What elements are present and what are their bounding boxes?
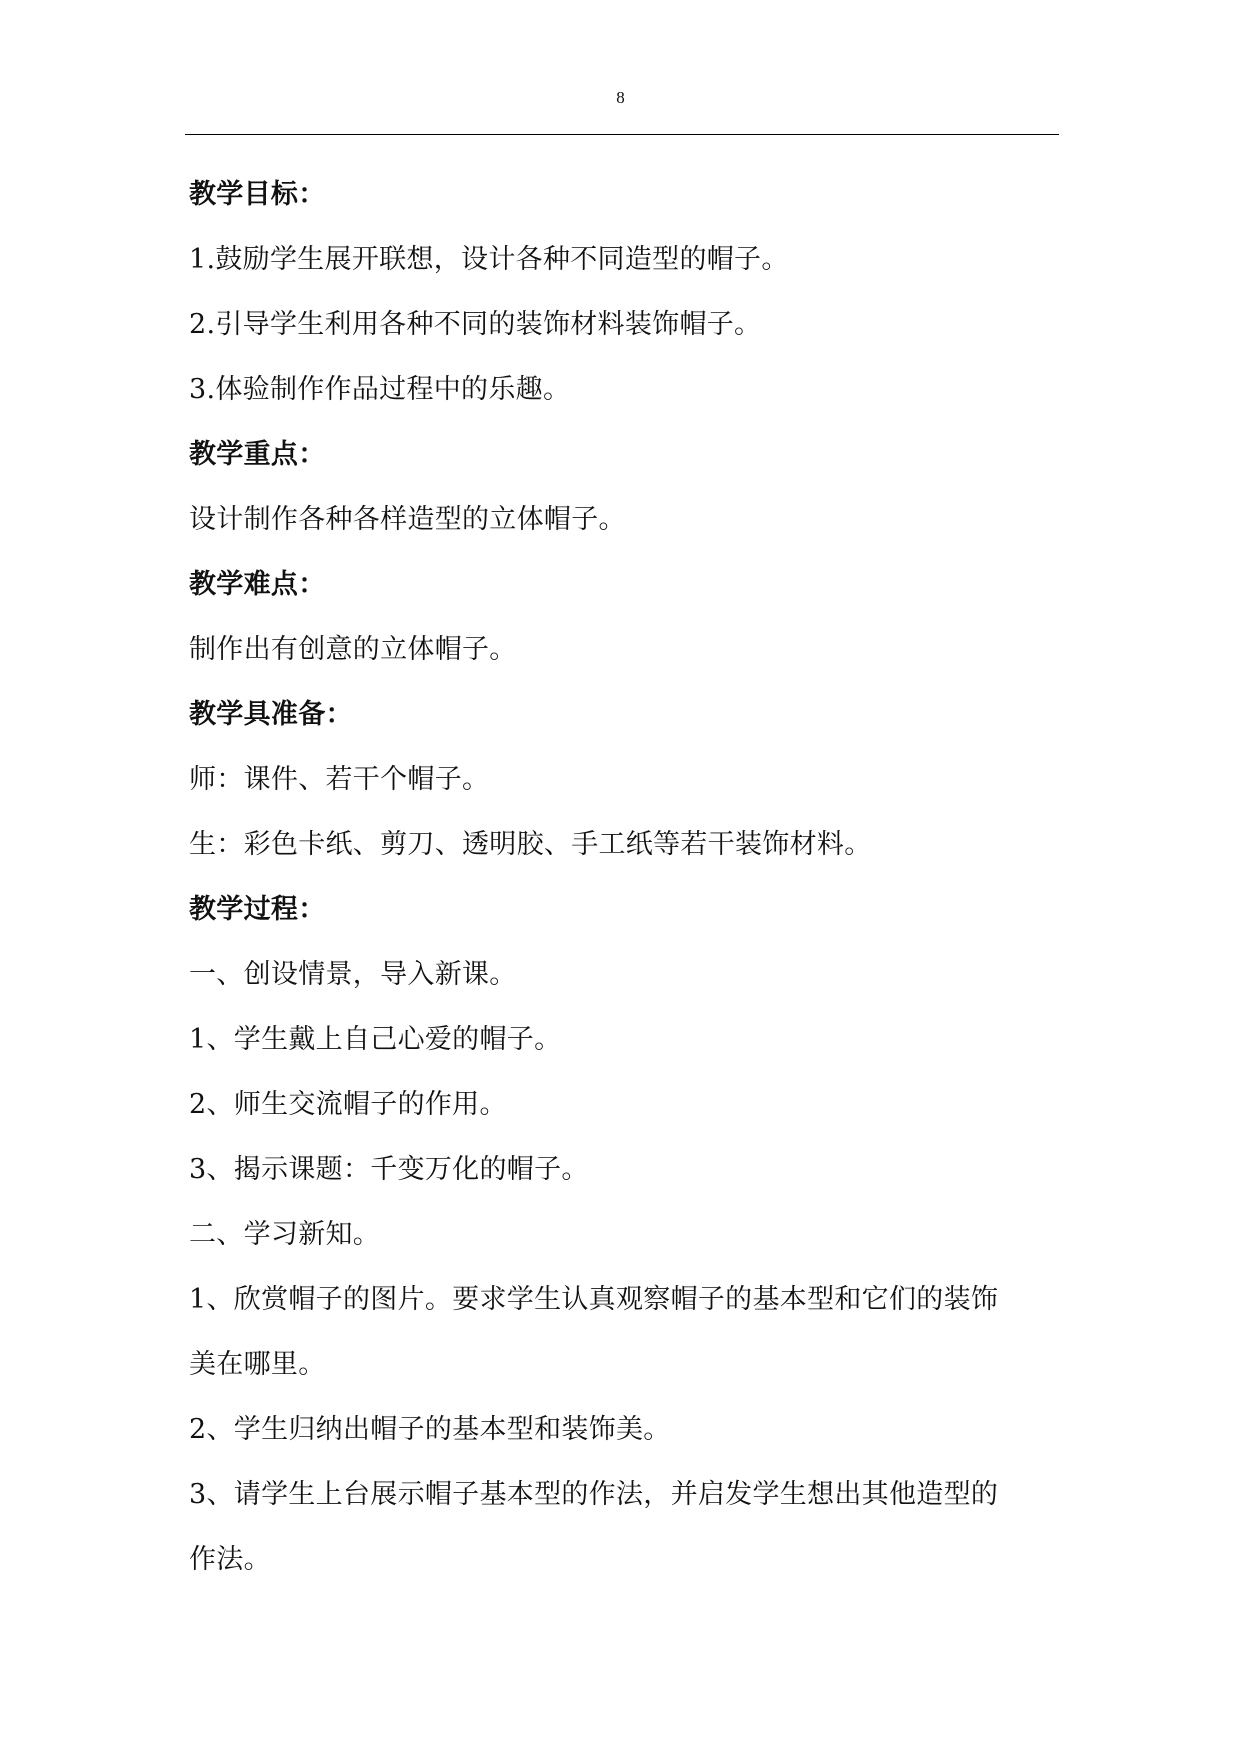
objective-item-3: 3.体验制作作品过程中的乐趣。 bbox=[189, 374, 571, 405]
process-section-2-step-1-cont: 美在哪里。 bbox=[189, 1349, 326, 1380]
heading-teaching-objectives: 教学目标： bbox=[189, 179, 326, 210]
document-body bbox=[189, 162, 1059, 1592]
header-divider bbox=[185, 134, 1059, 135]
process-section-2-step-3-cont: 作法。 bbox=[189, 1544, 271, 1575]
objective-item-2: 2.引导学生利用各种不同的装饰材料装饰帽子。 bbox=[189, 309, 762, 340]
page-number: 8 bbox=[616, 88, 625, 107]
heading-materials: 教学具准备： bbox=[189, 699, 353, 730]
process-section-2-title: 二、学习新知。 bbox=[189, 1219, 381, 1250]
process-section-2-step-1: 1、欣赏帽子的图片。要求学生认真观察帽子的基本型和它们的装饰 bbox=[189, 1284, 999, 1315]
materials-students: 生：彩色卡纸、剪刀、透明胶、手工纸等若干装饰材料。 bbox=[189, 829, 872, 860]
objective-item-1: 1.鼓励学生展开联想，设计各种不同造型的帽子。 bbox=[189, 244, 789, 275]
heading-difficulties: 教学难点： bbox=[189, 569, 326, 600]
process-section-1-step-3: 3、揭示课题：千变万化的帽子。 bbox=[189, 1154, 589, 1185]
materials-teacher: 师：课件、若干个帽子。 bbox=[189, 764, 490, 795]
process-section-2-step-3: 3、请学生上台展示帽子基本型的作法，并启发学生想出其他造型的 bbox=[189, 1479, 999, 1510]
process-section-1-step-2: 2、师生交流帽子的作用。 bbox=[189, 1089, 507, 1120]
process-section-1-step-1: 1、学生戴上自己心爱的帽子。 bbox=[189, 1024, 562, 1055]
heading-process: 教学过程： bbox=[189, 894, 326, 925]
heading-key-points: 教学重点： bbox=[189, 439, 326, 470]
process-section-1-title: 一、创设情景，导入新课。 bbox=[189, 959, 517, 990]
process-section-2-step-2: 2、学生归纳出帽子的基本型和装饰美。 bbox=[189, 1414, 671, 1445]
key-points-text: 设计制作各种各样造型的立体帽子。 bbox=[189, 504, 626, 535]
difficulties-text: 制作出有创意的立体帽子。 bbox=[189, 634, 517, 665]
